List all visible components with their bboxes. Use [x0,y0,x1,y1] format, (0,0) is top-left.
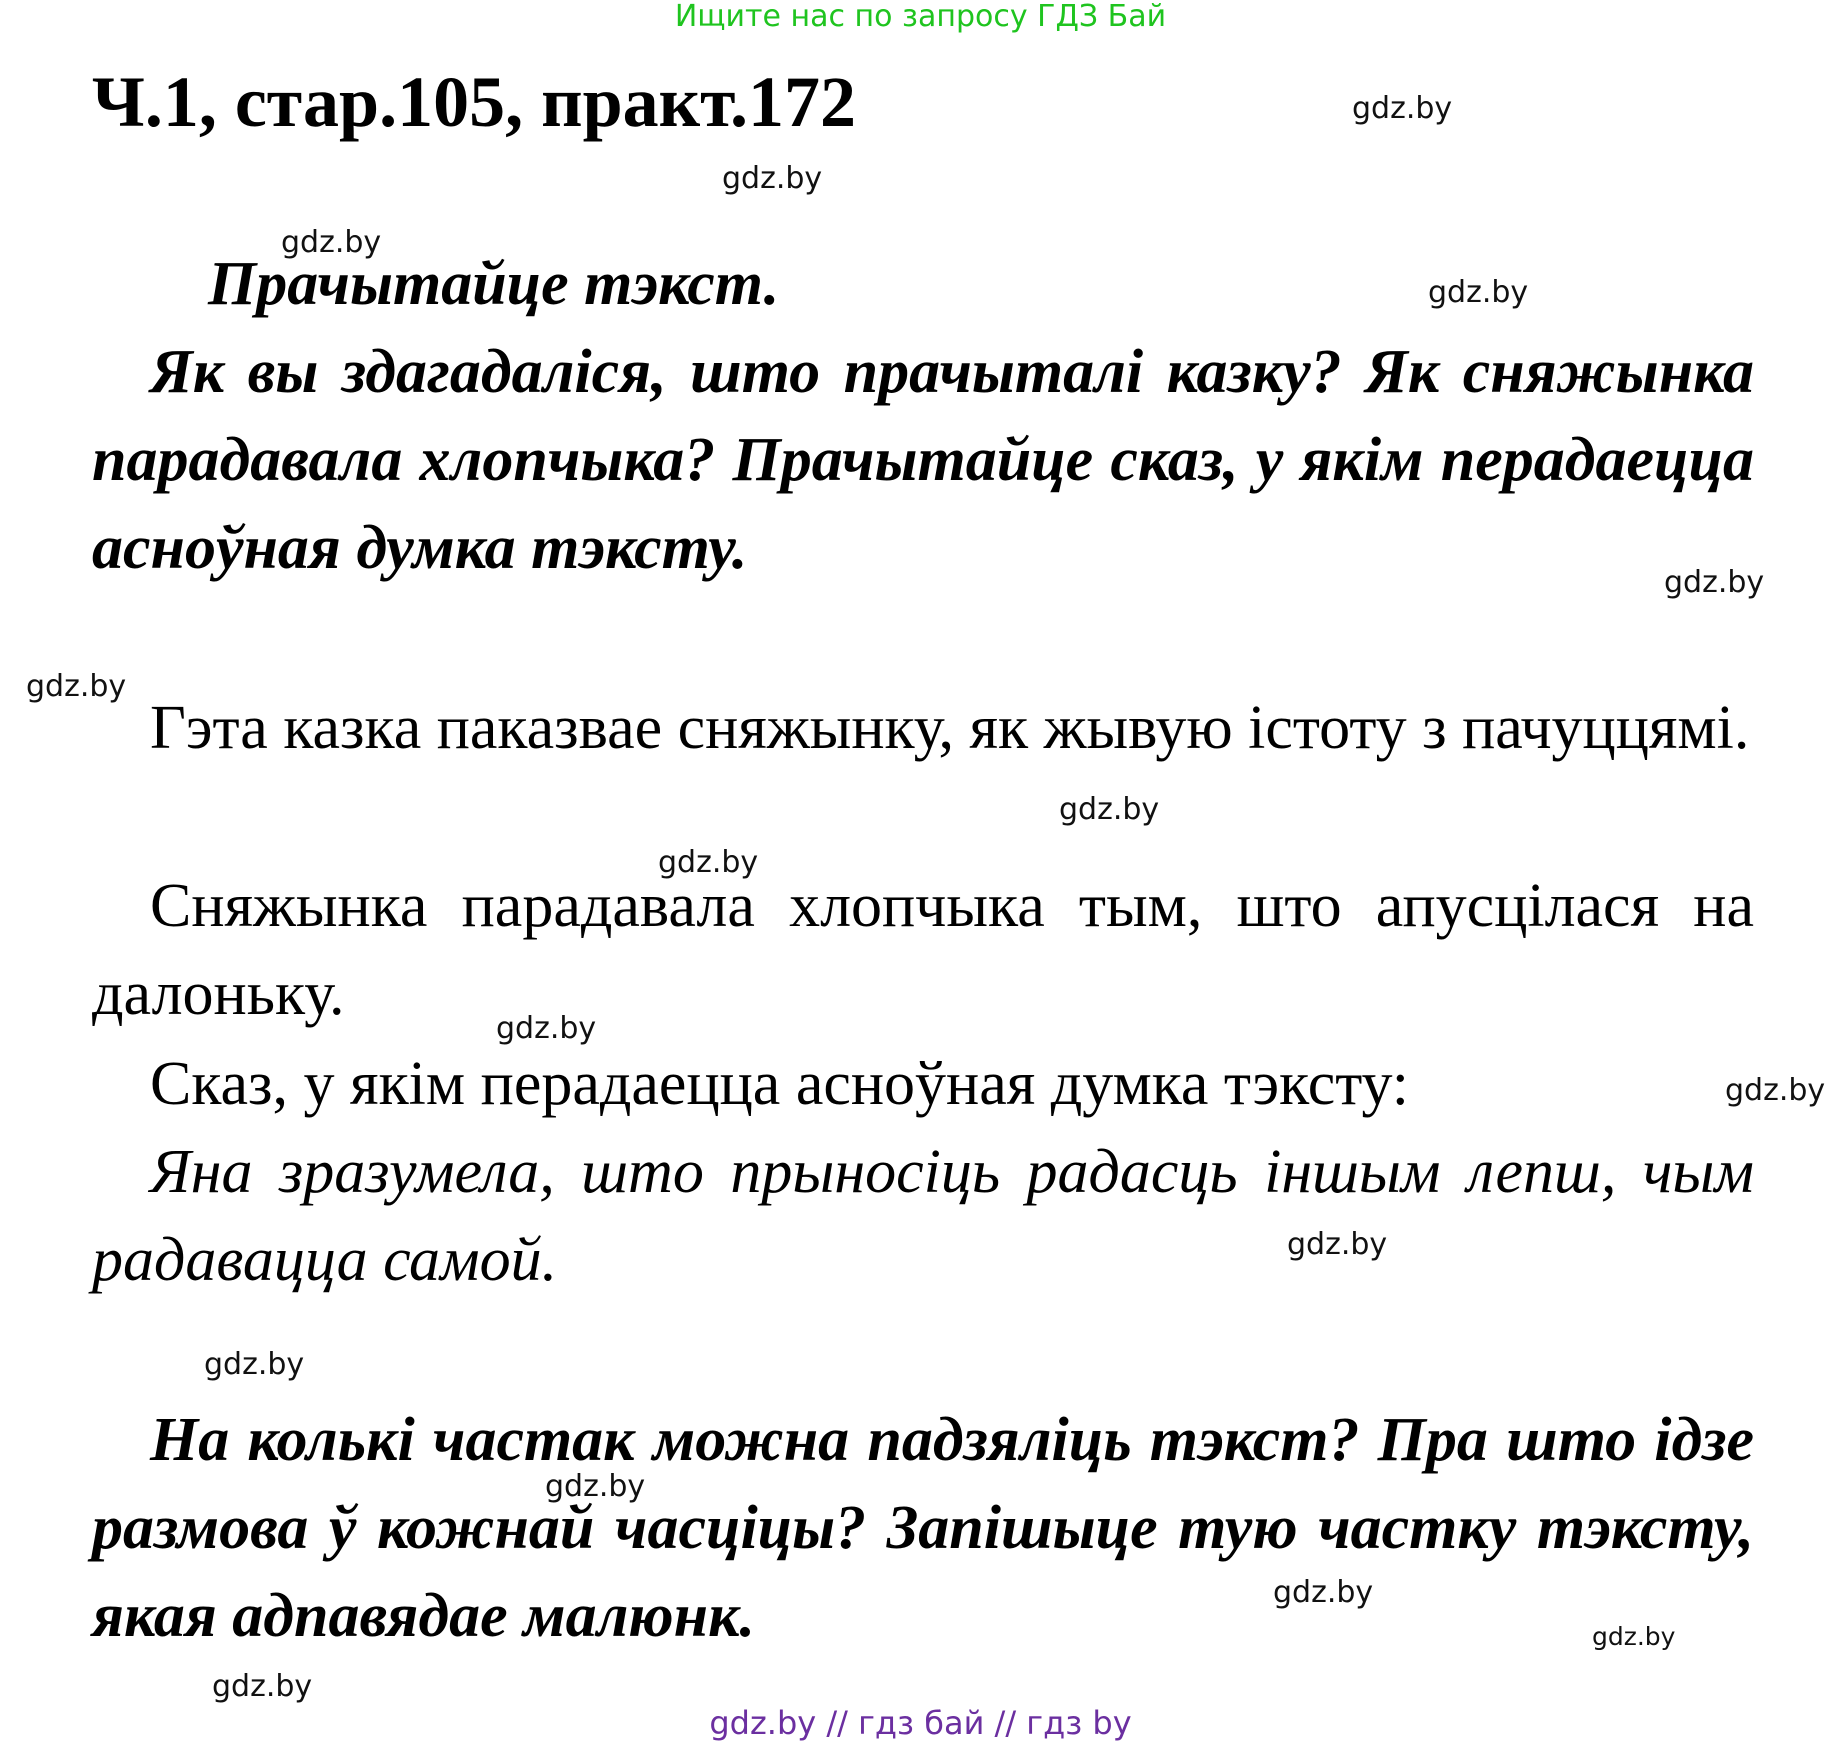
watermark: gdz.by [1725,1073,1826,1108]
watermark: gdz.by [1428,275,1529,310]
watermark: gdz.by [658,845,759,880]
task1-questions: Як вы здагадаліся, што прачыталі казку? Як сняжынка парадавала хлопчыка? Прачытайце сказ, у якім перадаецца асноўная думка тэксту. [92,338,1754,582]
watermark: gdz.by [722,161,823,196]
answer-paragraph-3: Сказ, у якім перадаецца асноўная думка тэксту: [150,1050,1409,1118]
watermark: gdz.by [204,1347,305,1382]
answer-main-sentence: Яна зразумела, што прыносіць радасць іншым лепш, чым радавацца самой. [92,1138,1754,1294]
watermark: gdz.by [26,669,127,704]
watermark: gdz.by [496,1011,597,1046]
answer-paragraph-2: Сняжынка парадавала хлопчыка тым, што апусцілася на далоньку. [92,872,1754,1028]
top-banner[interactable]: Ищите нас по запросу ГДЗ Бай [674,0,1167,34]
watermark: gdz.by [1273,1575,1374,1610]
page-title: Ч.1, стар.105, практ.172 [92,62,857,142]
task1-heading: Прачытайце тэкст. [208,250,780,318]
answer-paragraph-1: Гэта казка паказвае сняжынку, як жывую істоту з пачуццямі. [150,694,1750,762]
watermark: gdz.by [281,225,382,260]
watermark: gdz.by [545,1469,646,1504]
watermark: gdz.by [1592,1622,1676,1651]
watermark: gdz.by [1059,792,1160,827]
footer-links[interactable]: gdz.by // гдз бай // гдз by [709,1704,1132,1742]
task2-questions: На колькі частак можна падзяліць тэкст? Пра што ідзе размова ў кожнай часціцы? Запішыце тую частку тэксту, якая адпавядае малюнк. [92,1406,1754,1650]
watermark: gdz.by [1287,1227,1388,1262]
watermark: gdz.by [1352,91,1453,126]
watermark: gdz.by [1664,565,1765,600]
watermark: gdz.by [212,1669,313,1704]
